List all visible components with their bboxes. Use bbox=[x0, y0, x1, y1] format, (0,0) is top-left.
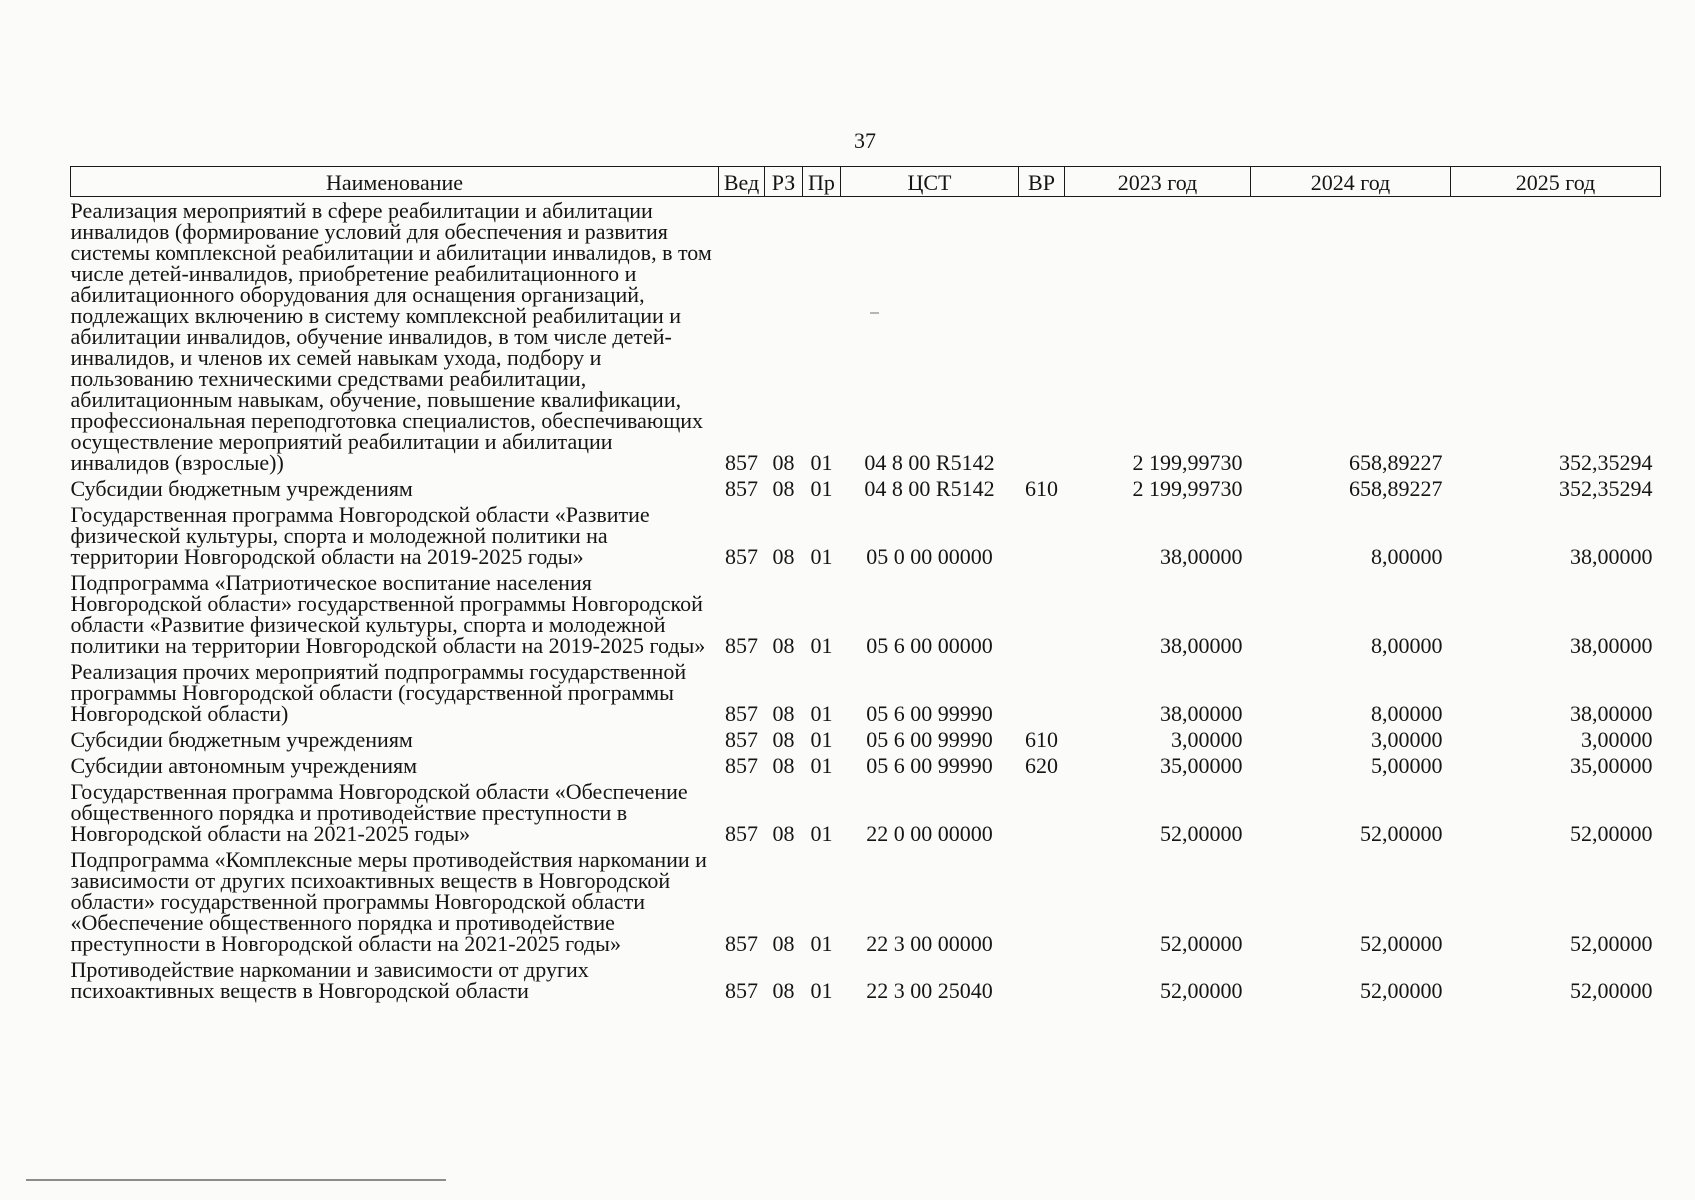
cell-pr: 01 bbox=[810, 633, 833, 658]
cell-cst: 05 6 00 99990 bbox=[866, 701, 993, 726]
cell-rz: 08 bbox=[772, 978, 795, 1003]
cell-pr: 01 bbox=[810, 821, 833, 846]
cell-cst: 05 6 00 99990 bbox=[866, 727, 993, 752]
cell-2025: 38,00000 bbox=[1570, 633, 1653, 658]
cell-2023: 2 199,99730 bbox=[1132, 450, 1243, 475]
cell-2023: 52,00000 bbox=[1160, 978, 1243, 1003]
cell-name: Подпрограмма «Комплексные меры противодействия наркомании и зависимости от других психоактивных веществ в Новгородской области» государственной программы Новгородской области «Обеспечение общественного порядка и противодействие преступности в Новгородской области на 2021-2025 годы» bbox=[70, 847, 707, 956]
table-header-row bbox=[71, 167, 1661, 197]
cell-2023: 52,00000 bbox=[1160, 821, 1243, 846]
cell-rz: 08 bbox=[772, 701, 795, 726]
cell-2023: 3,00000 bbox=[1171, 727, 1243, 752]
cell-name: Государственная программа Новгородской области «Обеспечение общественного порядка и противодействие преступности в Новгородской области на 2021-2025 годы» bbox=[70, 779, 688, 846]
header-2023: 2023 год bbox=[1065, 167, 1251, 197]
header-vr: ВР bbox=[1019, 167, 1065, 197]
header-2024: 2024 год bbox=[1251, 167, 1451, 197]
cell-2023: 38,00000 bbox=[1160, 544, 1243, 569]
cell-2025: 52,00000 bbox=[1570, 978, 1653, 1003]
cell-ved: 857 bbox=[725, 450, 758, 475]
cell-ved: 857 bbox=[725, 544, 758, 569]
cell-ved: 857 bbox=[725, 821, 758, 846]
cell-name: Субсидии бюджетным учреждениям bbox=[70, 476, 413, 501]
cell-cst: 22 0 00 00000 bbox=[866, 821, 993, 846]
cell-2023: 38,00000 bbox=[1160, 701, 1243, 726]
cell-2025: 38,00000 bbox=[1570, 544, 1653, 569]
cell-rz: 08 bbox=[772, 476, 795, 501]
cell-vr bbox=[1019, 658, 1065, 726]
cell-cst: 22 3 00 00000 bbox=[866, 931, 993, 956]
cell-name: Государственная программа Новгородской области «Развитие физической культуры, спорта и молодежной политики на территории Новгородской области на 2019-2025 годы» bbox=[70, 502, 650, 569]
cell-pr: 01 bbox=[810, 544, 833, 569]
cell-cst: 04 8 00 R5142 bbox=[864, 450, 995, 475]
cell-2023: 38,00000 bbox=[1160, 633, 1243, 658]
cell-2024: 658,89227 bbox=[1349, 476, 1443, 501]
cell-pr: 01 bbox=[810, 931, 833, 956]
cell-rz: 08 bbox=[772, 450, 795, 475]
cell-2025: 52,00000 bbox=[1570, 931, 1653, 956]
cell-rz: 08 bbox=[772, 544, 795, 569]
cell-name: Противодействие наркомании и зависимости от других психоактивных веществ в Новгородской области bbox=[70, 957, 589, 1003]
table-row bbox=[71, 197, 1661, 476]
cell-2025: 35,00000 bbox=[1570, 753, 1653, 778]
budget-table-container bbox=[70, 166, 1660, 1003]
cell-rz: 08 bbox=[772, 727, 795, 752]
cell-vr bbox=[1019, 778, 1065, 846]
cell-2024: 5,00000 bbox=[1371, 753, 1443, 778]
cell-vr: 610 bbox=[1025, 727, 1058, 752]
cell-name: Подпрограмма «Патриотическое воспитание населения Новгородской области» государственной программы Новгородской области «Развитие физической культуры, спорта и молодежной политики на территории Новгородской области на 2019-2025 годы» bbox=[70, 570, 706, 658]
cell-vr bbox=[1019, 501, 1065, 569]
table-row bbox=[71, 778, 1661, 846]
cell-ved: 857 bbox=[725, 476, 758, 501]
cell-2025: 3,00000 bbox=[1581, 727, 1653, 752]
header-name: Наименование bbox=[71, 167, 719, 197]
cell-rz: 08 bbox=[772, 633, 795, 658]
cell-vr bbox=[1019, 197, 1065, 476]
header-ved: Вед bbox=[719, 167, 765, 197]
cell-pr: 01 bbox=[810, 727, 833, 752]
table-row bbox=[71, 475, 1661, 501]
cell-ved: 857 bbox=[725, 701, 758, 726]
cell-ved: 857 bbox=[725, 753, 758, 778]
table-row bbox=[71, 658, 1661, 726]
cell-2023: 35,00000 bbox=[1160, 753, 1243, 778]
cell-2025: 352,35294 bbox=[1559, 450, 1653, 475]
budget-table bbox=[70, 166, 1661, 1003]
footer-divider bbox=[26, 1179, 446, 1181]
cell-2024: 8,00000 bbox=[1371, 544, 1443, 569]
cell-pr: 01 bbox=[810, 753, 833, 778]
cell-name: Реализация мероприятий в сфере реабилитации и абилитации инвалидов (формирование условий для обеспечения и развития системы комплексной реабилитации и абилитации инвалидов, в том числе детей-инвалидов, приобретение реабилитационного и абилитационного оборудования для оснащения организаций, подлежащих включению в систему комплексной реабилитации и абилитации инвалидов, обучение инвалидов, в том числе детей-инвалидов, и членов их семей навыкам ухода, подбору и пользованию техническими средствами реабилитации, абилитационным навыкам, обучение, повышение квалификации, профессиональная переподготовка специалистов, обеспечивающих осуществление мероприятий реабилитации и абилитации инвалидов (взрослые)) bbox=[70, 198, 712, 475]
cell-cst: 05 6 00 99990 bbox=[866, 753, 993, 778]
page-number: 37 bbox=[854, 128, 876, 153]
cell-2024: 658,89227 bbox=[1349, 450, 1443, 475]
cell-cst: 04 8 00 R5142 bbox=[864, 476, 995, 501]
table-row bbox=[71, 956, 1661, 1003]
cell-2025: 38,00000 bbox=[1570, 701, 1653, 726]
cell-rz: 08 bbox=[772, 821, 795, 846]
cell-pr: 01 bbox=[810, 450, 833, 475]
cell-2024: 8,00000 bbox=[1371, 633, 1443, 658]
header-2025: 2025 год bbox=[1451, 167, 1661, 197]
cell-ved: 857 bbox=[725, 633, 758, 658]
table-row bbox=[71, 846, 1661, 956]
cell-2025: 52,00000 bbox=[1570, 821, 1653, 846]
cell-cst: 05 6 00 00000 bbox=[866, 633, 993, 658]
cell-vr bbox=[1019, 846, 1065, 956]
cell-pr: 01 bbox=[810, 476, 833, 501]
table-body bbox=[71, 197, 1661, 1004]
cell-2024: 3,00000 bbox=[1371, 727, 1443, 752]
cell-vr: 620 bbox=[1025, 753, 1058, 778]
cell-2023: 52,00000 bbox=[1160, 931, 1243, 956]
cell-ved: 857 bbox=[725, 727, 758, 752]
header-rz: РЗ bbox=[765, 167, 803, 197]
cell-name: Реализация прочих мероприятий подпрограммы государственной программы Новгородской области (государственной программы Новгородской области) bbox=[70, 659, 687, 726]
cell-rz: 08 bbox=[772, 931, 795, 956]
cell-vr bbox=[1019, 956, 1065, 1003]
table-row bbox=[71, 726, 1661, 752]
cell-cst: 05 0 00 00000 bbox=[866, 544, 993, 569]
cell-2023: 2 199,99730 bbox=[1132, 476, 1243, 501]
cell-2025: 352,35294 bbox=[1559, 476, 1653, 501]
cell-ved: 857 bbox=[725, 931, 758, 956]
header-cst: ЦСТ bbox=[841, 167, 1019, 197]
cell-2024: 52,00000 bbox=[1360, 931, 1443, 956]
cell-rz: 08 bbox=[772, 753, 795, 778]
cell-name: Субсидии бюджетным учреждениям bbox=[70, 727, 413, 752]
cell-cst: 22 3 00 25040 bbox=[866, 978, 993, 1003]
table-row bbox=[71, 752, 1661, 778]
cell-2024: 52,00000 bbox=[1360, 978, 1443, 1003]
table-row bbox=[71, 569, 1661, 658]
cell-2024: 8,00000 bbox=[1371, 701, 1443, 726]
cell-pr: 01 bbox=[810, 701, 833, 726]
cell-ved: 857 bbox=[725, 978, 758, 1003]
header-pr: Пр bbox=[803, 167, 841, 197]
cell-vr bbox=[1019, 569, 1065, 658]
cell-name: Субсидии автономным учреждениям bbox=[70, 753, 418, 778]
cell-pr: 01 bbox=[810, 978, 833, 1003]
cell-vr: 610 bbox=[1025, 476, 1058, 501]
table-row bbox=[71, 501, 1661, 569]
cell-2024: 52,00000 bbox=[1360, 821, 1443, 846]
